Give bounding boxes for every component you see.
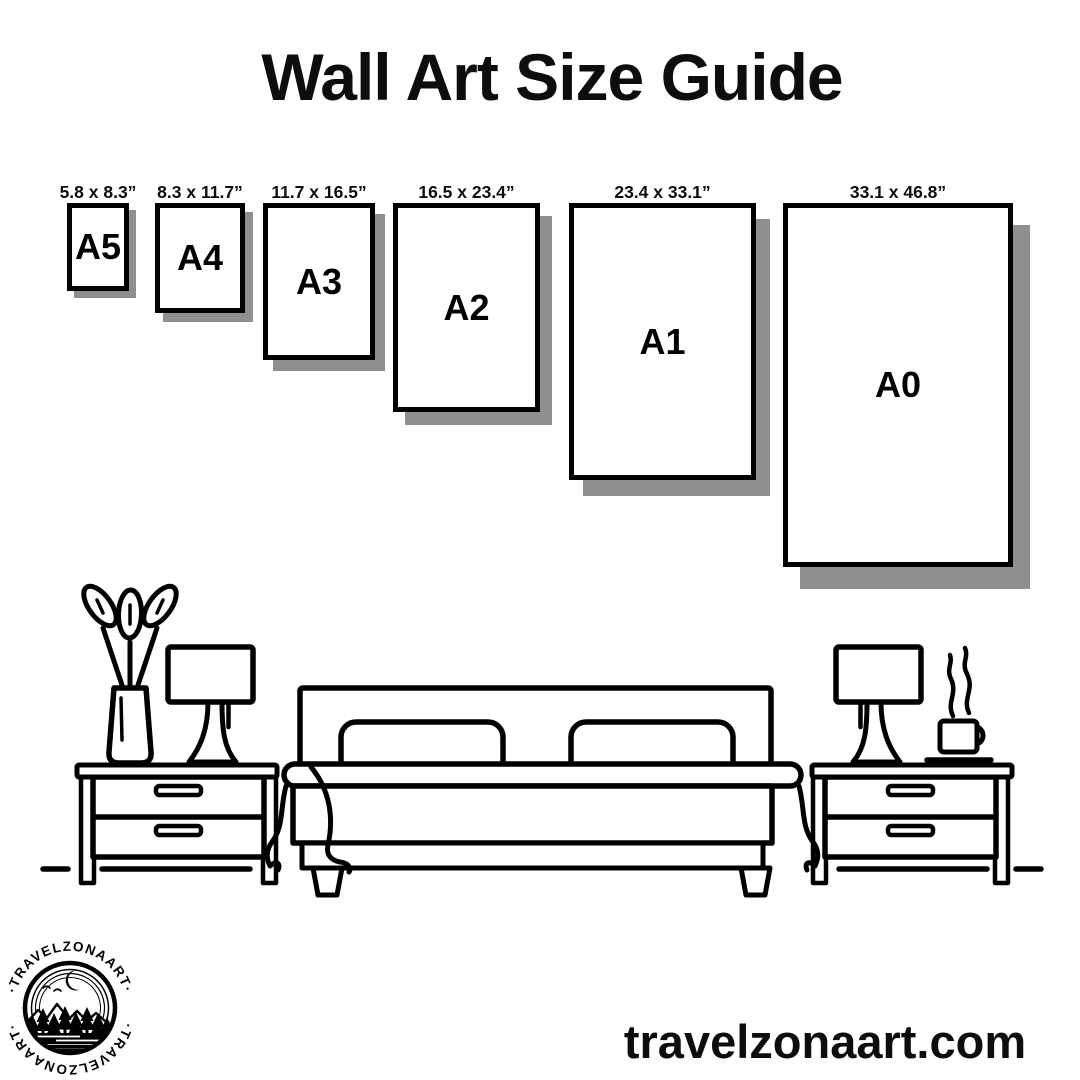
paper-a2-label: A2 (443, 286, 490, 328)
coffee-cup-icon (927, 648, 991, 760)
paper-a2-dimensions: 16.5 x 23.4” (418, 182, 515, 202)
paper-a1-label: A1 (639, 320, 686, 362)
paper-a3-label: A3 (295, 260, 343, 302)
paper-a3-dimensions: 11.7 x 16.5” (271, 182, 367, 202)
nightstand-icon (77, 765, 277, 883)
paper-a5-dimensions: 5.8 x 8.3” (59, 182, 137, 202)
logo-text-top: ·TRAVELZONAART· (4, 938, 136, 995)
nightstand-lamp-left (77, 647, 277, 883)
paper-a5-label: A5 (74, 226, 122, 267)
paper-a4-dimensions: 8.3 x 11.7” (157, 182, 243, 202)
table-lamp-icon (168, 647, 253, 762)
paper-a0-dimensions: 33.1 x 46.8” (849, 182, 947, 202)
paper-a0-label: A0 (874, 364, 922, 405)
page-title: Wall Art Size Guide (261, 40, 843, 114)
paper-a4-label: A4 (176, 237, 224, 278)
website-url: travelzonaart.com (623, 1015, 1027, 1068)
bed-icon (267, 688, 818, 895)
nightstand-lamp-right (812, 647, 1012, 883)
paper-a1-dimensions: 23.4 x 33.1” (614, 182, 711, 202)
travelzonaart-logo (0, 938, 140, 1078)
logo-text-bottom: ·TRAVELZONAART· (4, 1021, 136, 1078)
